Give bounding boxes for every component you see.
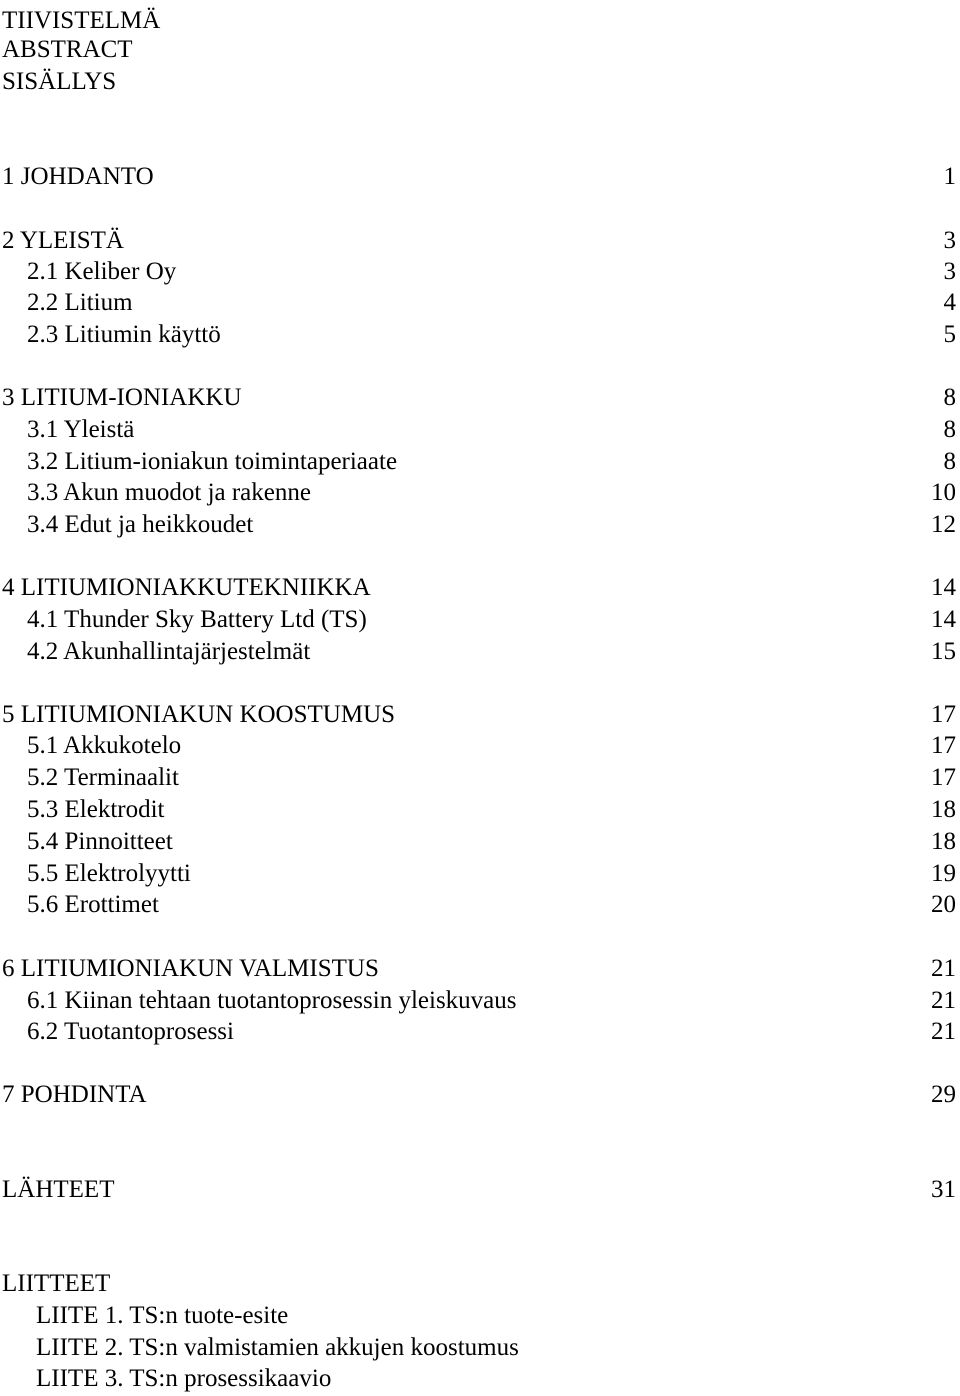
front-matter-abstract-fi: TIIVISTELMÄ xyxy=(2,7,161,34)
toc-entry-page: 14 xyxy=(931,574,956,601)
toc-entry-section xyxy=(0,636,960,668)
toc-entry-label: 5.6 Erottimet xyxy=(27,891,159,918)
toc-entry-page: 10 xyxy=(931,479,956,506)
toc-entry-label: 5 LITIUMIONIAKUN KOOSTUMUS xyxy=(2,701,396,728)
toc-entry-label: 3.3 Akun muodot ja rakenne xyxy=(27,479,311,506)
toc-entry-chapter xyxy=(0,953,960,985)
toc-entry-page: 5 xyxy=(943,321,956,348)
toc-entry-label: 6.2 Tuotantoprosessi xyxy=(27,1018,234,1045)
toc-entry-chapter xyxy=(0,1079,960,1111)
toc-entry-section xyxy=(0,985,960,1017)
toc-entry-section xyxy=(0,1016,960,1048)
toc-entry-chapter xyxy=(0,382,960,414)
front-matter-contents: SISÄLLYS xyxy=(2,68,117,95)
toc-entry-label: 4.2 Akunhallintajärjestelmät xyxy=(27,638,311,665)
toc-entry-label: 6.1 Kiinan tehtaan tuotantoprosessin yleiskuvaus xyxy=(27,987,517,1014)
toc-entry-page: 31 xyxy=(931,1176,956,1203)
toc-entry-section xyxy=(0,319,960,351)
toc-entry-label: 3.4 Edut ja heikkoudet xyxy=(27,511,254,538)
toc-entry-chapter xyxy=(0,699,960,731)
toc-entry-page: 19 xyxy=(931,860,956,887)
toc-entry-section xyxy=(0,762,960,794)
toc-entry-chapter xyxy=(0,572,960,604)
toc-entry-chapter xyxy=(0,225,960,257)
toc-entry-page: 8 xyxy=(943,384,956,411)
toc-entry-page: 15 xyxy=(931,638,956,665)
appendix-item: LIITE 3. TS:n prosessikaavio xyxy=(36,1365,332,1392)
toc-entry-label: 3 LITIUM-IONIAKKU xyxy=(2,384,242,411)
toc-entry-label: 5.3 Elektrodit xyxy=(27,796,165,823)
toc-entry-label: 1 JOHDANTO xyxy=(2,163,154,190)
toc-entry-label: 4 LITIUMIONIAKKUTEKNIIKKA xyxy=(2,574,371,601)
toc-entry-page: 4 xyxy=(943,289,956,316)
toc-entry-page: 20 xyxy=(931,891,956,918)
toc-entry-section xyxy=(0,414,960,446)
toc-entry-page: 17 xyxy=(931,764,956,791)
toc-entry-section xyxy=(0,604,960,636)
appendix-item: LIITE 2. TS:n valmistamien akkujen koostumus xyxy=(36,1334,519,1361)
toc-entry-page: 21 xyxy=(931,987,956,1014)
toc-entry-label: 3.1 Yleistä xyxy=(27,416,135,443)
toc-entry-references xyxy=(0,1174,960,1206)
toc-entry-page: 21 xyxy=(931,1018,956,1045)
toc-entry-page: 1 xyxy=(943,163,956,190)
toc-entry-page: 18 xyxy=(931,796,956,823)
toc-entry-section xyxy=(0,287,960,319)
toc-entry-label: 2.1 Keliber Oy xyxy=(27,258,177,285)
toc-entry-page: 3 xyxy=(943,258,956,285)
toc-entry-label: 7 POHDINTA xyxy=(2,1081,147,1108)
toc-entry-page: 14 xyxy=(931,606,956,633)
appendix-item: LIITE 1. TS:n tuote-esite xyxy=(36,1302,289,1329)
toc-entry-page: 8 xyxy=(943,448,956,475)
toc-entry-label: 5.2 Terminaalit xyxy=(27,764,179,791)
toc-entry-label: 6 LITIUMIONIAKUN VALMISTUS xyxy=(2,955,379,982)
toc-entry-label: 3.2 Litium-ioniakun toimintaperiaate xyxy=(27,448,398,475)
toc-entry-label: LÄHTEET xyxy=(2,1176,115,1203)
toc-entry-label: 5.5 Elektrolyytti xyxy=(27,860,191,887)
toc-entry-section xyxy=(0,446,960,478)
toc-entry-label: 2 YLEISTÄ xyxy=(2,227,124,254)
toc-entry-section xyxy=(0,256,960,288)
toc-entry-section xyxy=(0,889,960,921)
toc-entry-section xyxy=(0,730,960,762)
toc-entry-section xyxy=(0,858,960,890)
toc-entry-page: 3 xyxy=(943,227,956,254)
front-matter-abstract-en: ABSTRACT xyxy=(2,36,133,63)
toc-entry-section xyxy=(0,794,960,826)
toc-entry-label: 2.2 Litium xyxy=(27,289,133,316)
toc-entry-label: 2.3 Litiumin käyttö xyxy=(27,321,221,348)
toc-entry-label: 4.1 Thunder Sky Battery Ltd (TS) xyxy=(27,606,367,633)
appendices-heading: LIITTEET xyxy=(2,1270,111,1297)
toc-entry-page: 29 xyxy=(931,1081,956,1108)
toc-entry-page: 17 xyxy=(931,732,956,759)
toc-entry-label: 5.1 Akkukotelo xyxy=(27,732,182,759)
toc-entry-page: 21 xyxy=(931,955,956,982)
toc-entry-section xyxy=(0,477,960,509)
toc-entry-page: 17 xyxy=(931,701,956,728)
toc-entry-page: 12 xyxy=(931,511,956,538)
toc-entry-page: 18 xyxy=(931,828,956,855)
toc-entry-page: 8 xyxy=(943,416,956,443)
toc-entry-section xyxy=(0,826,960,858)
toc-entry-section xyxy=(0,509,960,541)
toc-entry-label: 5.4 Pinnoitteet xyxy=(27,828,173,855)
toc-entry-chapter xyxy=(0,161,960,193)
